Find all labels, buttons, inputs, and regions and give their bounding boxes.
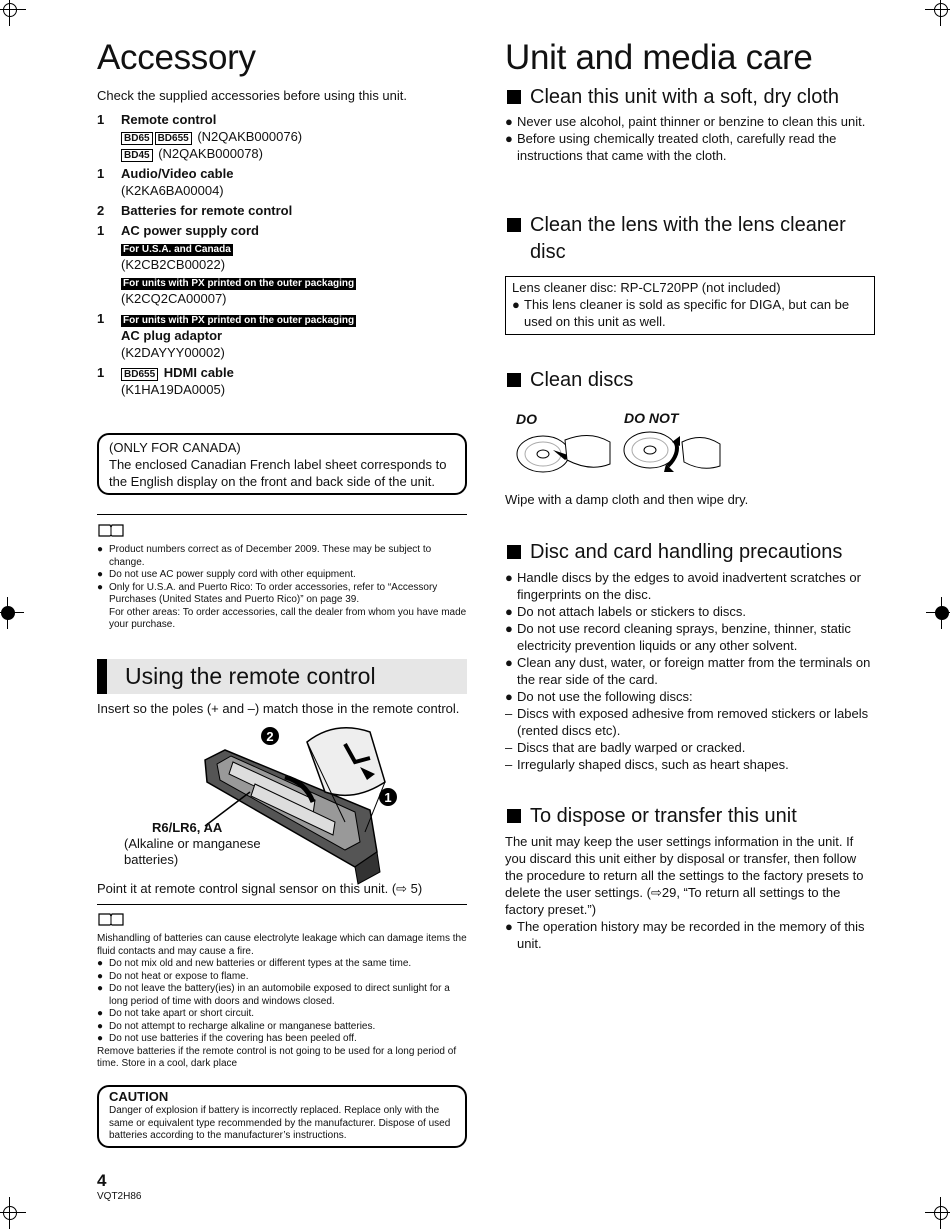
list-item: 1 Remote control BD65 BD655 (N2QAKB000076) BD45 (N2QAKB000078) [97, 112, 303, 161]
list-item: 1 AC power supply cord For U.S.A. and Canada (K2CB2CB00022) For units with PX printed on the outer packaging (K2CQ2CA00007) [97, 223, 355, 306]
book-icon [98, 912, 124, 926]
remote-intro: Insert so the poles (+ and –) match those in the remote control. [97, 701, 460, 716]
do-label: DO [516, 411, 537, 427]
book-icon [98, 523, 124, 537]
callout-1: 1 [384, 790, 392, 805]
section-heading-dispose: To dispose or transfer this unit [505, 804, 797, 828]
remote-section-heading: Using the remote control [97, 659, 467, 694]
accessory-intro: Check the supplied accessories before using this unit. [97, 88, 408, 103]
section-heading-disc-handling: Disc and card handling precautions [505, 540, 842, 564]
section-heading-clean-discs: Clean discs [505, 368, 633, 392]
registration-mark [926, 597, 950, 629]
list-item: 2 Batteries for remote control [97, 203, 293, 218]
registration-mark [0, 0, 26, 26]
registration-mark [925, 0, 950, 26]
section-heading-clean-lens: Clean the lens with the lens cleaner disc [505, 213, 846, 264]
callout-2: 2 [266, 729, 274, 744]
clean-unit-list: ● Never use alcohol, paint thinner or benzine to clean this unit. ● Before using chemically treated cloth, carefully read the instructions that came with the cloth. [505, 114, 866, 163]
list-item: 1 For units with PX printed on the outer packaging AC plug adaptor (K2DAYYY00002) [97, 311, 355, 360]
registration-mark [0, 597, 24, 629]
divider [97, 514, 467, 515]
dispose-text: The unit may keep the user settings information in the unit. If you discard this unit either by disposal or transfer, then follow the procedure to return all the settings to the factory presets to delete the user settings. (⇨29, “To return all settings to the factory preset.”) ● The operation history may be recorded in the memory of this unit. [505, 834, 865, 951]
registration-mark [925, 1197, 950, 1229]
document-code: VQT2H86 [97, 1191, 142, 1202]
unit-care-title: Unit and media care [505, 38, 813, 77]
section-heading-clean-unit: Clean this unit with a soft, dry cloth [505, 85, 839, 109]
notes-batteries: Mishandling of batteries can cause electrolyte leakage which can damage items the fluid contacts and may cause a fire. ● Do not mix old and new batteries or different types at the same time. ● Do not heat or expose to flame. ● Do not leave the battery(ies) in an automobile exposed to direct sunlight for a long period of time with doors and windows closed. ● Do not take apart or short circuit. ● Do not attempt to recharge alkaline or manganese batteries. ● Do not use batteries if the covering has been peeled off. Remove batteries if the remote control is not going to be used for a long period of time. Store in a cool, dark place [97, 933, 467, 1069]
disc-do-not-illustration [622, 428, 722, 474]
canada-notice-box: (ONLY FOR CANADA) The enclosed Canadian French label sheet corresponds to the English display on the front and back side of the unit. [97, 433, 467, 495]
list-item: 1 Audio/Video cable (K2KA6BA00004) [97, 166, 234, 198]
disc-do-illustration [515, 430, 615, 476]
clean-discs-text: Wipe with a damp cloth and then wipe dry. [505, 492, 749, 507]
do-not-label: DO NOT [624, 410, 679, 426]
registration-mark [0, 1197, 26, 1229]
accessory-list [97, 111, 467, 401]
list-item: 1 BD655 HDMI cable (K1HA19DA0005) [97, 365, 234, 397]
caution-box: CAUTION Danger of explosion if battery is incorrectly replaced. Replace only with the same or equivalent type recommended by the manufacturer. Dispose of used batteries according to the manufacturer’s instructions. [97, 1085, 467, 1148]
accessory-title: Accessory [97, 38, 256, 77]
notes-accessory: ● Product numbers correct as of December 2009. These may be subject to change. ● Do not use AC power supply cord with other equipment. ● Only for U.S.A. and Puerto Rico: To order accessories, refer to “Accessory Purchases (United States and Puerto Rico)” on page 39. For other areas: To order accessories, call the dealer from whom you have made your purchase. [97, 544, 467, 630]
point-text: Point it at remote control signal sensor on this unit. (⇨ 5) [97, 881, 423, 896]
battery-label: R6/LR6, AA (Alkaline or manganese batteries) [124, 820, 261, 867]
lens-cleaner-box: Lens cleaner disc: RP-CL720PP (not included) ● This lens cleaner is sold as specific for DIGA, but can be used on this unit as well. [505, 276, 875, 335]
divider [97, 904, 467, 905]
page-number: 4 [97, 1171, 107, 1190]
disc-handling-list: ● Handle discs by the edges to avoid inadvertent scratches or fingerprints on the disc. ● Do not attach labels or stickers to discs. ● Do not use record cleaning sprays, benzine, thinner, static electricity prevention liquids or any other solvent. ● Clean any dust, water, or foreign matter from the terminals on the rear side of the card. ● Do not use the following discs: – Discs with exposed adhesive from removed stickers or labels (rented discs etc). – Discs that are badly warped or cracked. – Irregularly shaped discs, such as heart shapes. [505, 570, 871, 772]
